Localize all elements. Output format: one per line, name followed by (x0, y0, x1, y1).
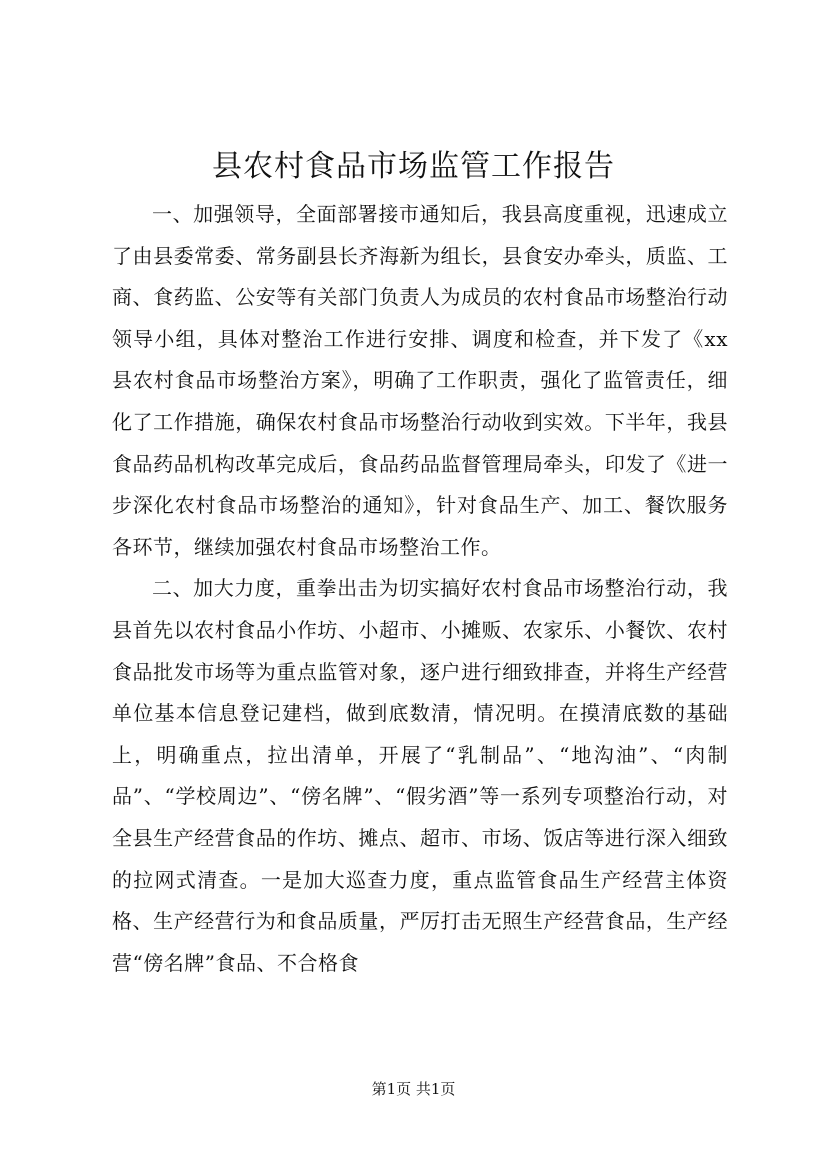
document-body (112, 194, 728, 984)
document-title: 县农村食品市场监管工作报告 (212, 149, 615, 184)
paragraph-2: 二、加大力度，重拳出击为切实搞好农村食品市场整治行动，我县首先以农村食品小作坊、小超市、小摊贩、农家乐、小餐饮、农村食品批发市场等为重点监管对象，逐户进行细致排查，并将生产经营单位基本信息登记建档，做到底数清，情况明。在摸清底数的基础上，明确重点，拉出清单，开展了“乳制品”、“地沟油”、“肉制品”、“学校周边”、“傍名牌”、“假劣酒”等一系列专项整治行动，对全县生产经营食品的作坊、摊点、超市、市场、饭店等进行深入细致的拉网式清查。一是加大巡查力度，重点监管食品生产经营主体资格、生产经营行为和食品质量，严厉打击无照生产经营食品，生产经营“傍名牌”食品、不合格食 (112, 576, 728, 975)
paragraph-1: 一、加强领导，全面部署接市通知后，我县高度重视，迅速成立了由县委常委、常务副县长齐海新为组长，县食安办牵头，质监、工商、食药监、公安等有关部门负责人为成员的农村食品市场整治行动领导小组，具体对整治工作进行安排、调度和检查，并下发了《xx县农村食品市场整治方案》，明确了工作职责，强化了监管责任，细化了工作措施，确保农村食品市场整治行动收到实效。下半年，我县食品药品机构改革完成后，食品药品监督管理局牵头，印发了《进一步深化农村食品市场整治的通知》，针对食品生产、加工、餐饮服务各环节，继续加强农村食品市场整治工作。 (112, 202, 728, 559)
page-footer: 第1页 共1页 (371, 1080, 456, 1098)
